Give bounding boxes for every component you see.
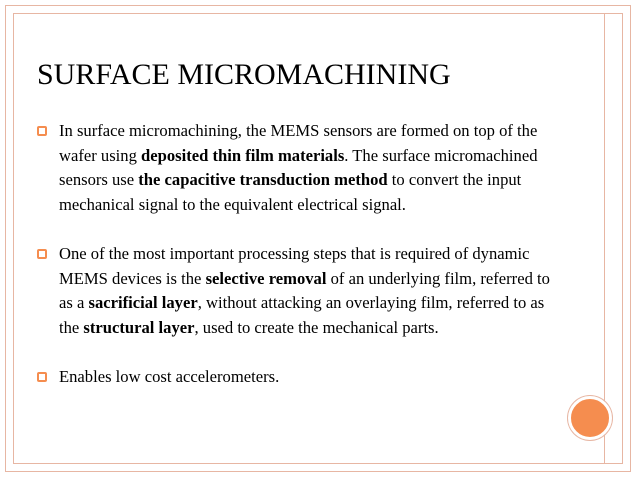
bullet-text-segment: One of the most important processing steps that is required of dynamic MEMS devices is the [59,244,530,288]
bullet-text-segment: to convert the input mechanical signal to the equivalent electrical signal. [59,170,522,214]
bullet-item [37,365,557,390]
bullet-text [59,121,538,214]
square-outline-bullet-icon [37,249,47,259]
bullet-bold-term: sacrificial layer [88,293,198,312]
bullet-text [59,244,550,337]
orange-circle-accent [568,396,612,440]
bullet-bold-term: the capacitive transduction method [138,170,388,189]
bullet-text-segment: Enables low cost accelerometers. [59,367,280,386]
right-vertical-rule [604,13,605,464]
bullet-bold-term: selective removal [205,268,327,288]
bullet-item [37,242,557,340]
bullet-text-segment: In surface micromachining, the MEMS sensors are formed on top of the wafer using [59,121,538,165]
bullet-item [37,119,557,217]
bullet-text-segment: of an underlying film, referred to as a [59,268,550,312]
bullet-bold-term: structural layer [83,317,195,337]
slide-title: SURFACE MICROMACHINING [37,58,451,91]
bullet-text [59,367,279,386]
bullet-list [37,119,557,390]
bullet-bold-term: deposited thin film materials [141,145,345,165]
bullet-text-segment: , used to create the mechanical parts. [194,317,439,337]
square-outline-bullet-icon [37,372,47,382]
bullet-text-segment: , without attacking an overlaying film, referred to as the [59,293,545,337]
bullet-text-segment: . The surface micromachined sensors use [59,145,538,189]
square-outline-bullet-icon [37,126,47,136]
